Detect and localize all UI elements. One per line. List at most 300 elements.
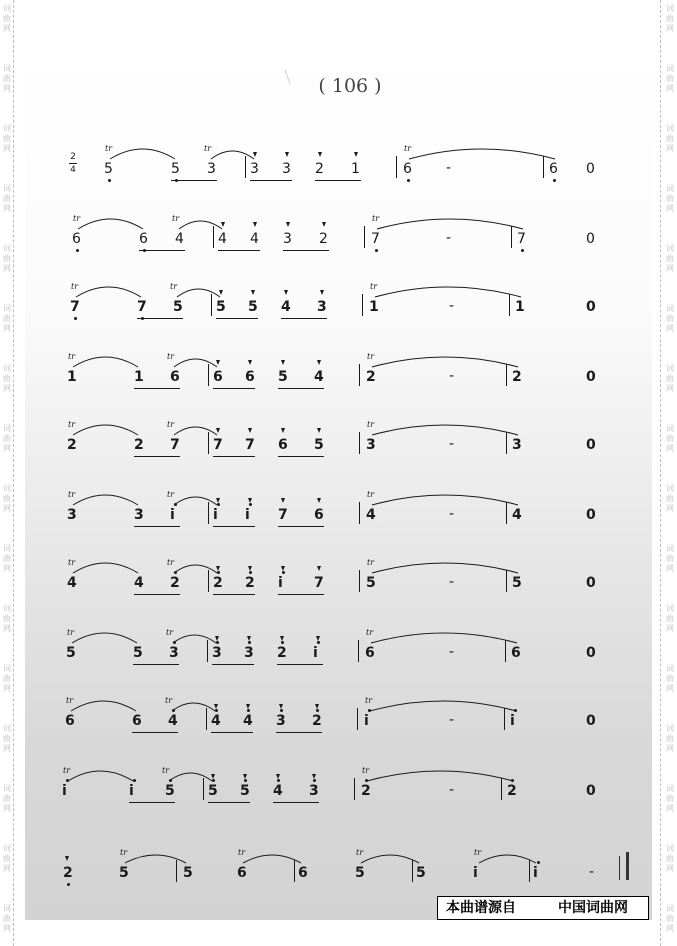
barline [359, 570, 360, 592]
note: 5 [208, 783, 218, 799]
watermark-char: 网 [3, 84, 11, 93]
note: 5 [278, 369, 288, 385]
trill-mark: tr [165, 696, 173, 705]
high-octave-dot [249, 503, 252, 506]
watermark-text [0, 844, 14, 874]
note: 2 [245, 575, 255, 591]
tie-slur [172, 702, 215, 712]
note: 5 [216, 299, 226, 315]
watermark-char: 网 [666, 924, 674, 933]
right-watermark-strip [657, 0, 675, 946]
watermark-text [663, 664, 675, 694]
note: 6 [245, 369, 255, 385]
staccato-mark [318, 152, 322, 157]
trill-mark: tr [474, 848, 482, 857]
barline [176, 860, 177, 882]
staccato-mark [286, 222, 290, 227]
staccato-mark [315, 704, 319, 709]
watermark-text [663, 124, 675, 154]
staccato-mark [317, 428, 321, 433]
note: 6 [170, 369, 180, 385]
staccato-mark [284, 290, 288, 295]
watermark-char: 词 [666, 724, 674, 733]
high-octave-dot [281, 641, 284, 644]
beam-line [278, 526, 324, 527]
barline [245, 156, 246, 178]
tie-slur [375, 286, 521, 298]
watermark-char: 网 [666, 504, 674, 513]
note: 4 [218, 231, 227, 247]
staccato-mark [248, 498, 252, 503]
note: 6 [139, 231, 148, 247]
watermark-text [0, 124, 14, 154]
note: 3 [282, 161, 291, 177]
watermark-char: 词 [666, 484, 674, 493]
tie-slur [372, 356, 518, 368]
trill-mark: tr [162, 766, 170, 775]
watermark-char: 网 [666, 264, 674, 273]
watermark-char: 曲 [3, 554, 11, 563]
note: i [473, 865, 478, 881]
note: 6 [511, 645, 521, 661]
note: 4 [314, 369, 324, 385]
watermark-char: 曲 [3, 674, 11, 683]
watermark-char: 曲 [3, 854, 11, 863]
high-octave-dot [316, 709, 319, 712]
watermark-char: 曲 [666, 614, 674, 623]
watermark-char: 词 [666, 184, 674, 193]
note: 6 [132, 713, 142, 729]
left-watermark-strip [0, 0, 18, 946]
high-octave-dot [537, 861, 540, 864]
note: 5 [104, 161, 113, 177]
tie-slur [177, 288, 220, 298]
note: 7 [517, 231, 526, 247]
trill-mark: tr [367, 420, 375, 429]
sustain-dash: - [449, 712, 455, 728]
note: 6 [278, 437, 288, 453]
beam-line [278, 456, 324, 457]
tie-slur [174, 426, 217, 436]
note: 7 [70, 299, 80, 315]
watermark-char: 曲 [3, 914, 11, 923]
tie-slur [370, 700, 516, 712]
staccato-mark [281, 428, 285, 433]
watermark-char: 词 [3, 604, 11, 613]
note: 4 [512, 507, 522, 523]
staccato-mark [322, 222, 326, 227]
high-octave-dot [313, 779, 316, 782]
watermark-text [663, 64, 675, 94]
note: 2 [512, 369, 522, 385]
staccato-mark [246, 704, 250, 709]
high-octave-dot [317, 641, 320, 644]
barline [506, 364, 507, 386]
watermark-text [663, 844, 675, 874]
barline [396, 156, 397, 178]
watermark-char: 词 [3, 184, 11, 193]
watermark-char: 网 [666, 24, 674, 33]
watermark-char: 曲 [666, 314, 674, 323]
source-label-left: 本曲谱源自 [446, 900, 516, 916]
barline [504, 708, 505, 730]
low-octave-dot [375, 249, 378, 252]
note: 4 [250, 231, 259, 247]
note: 4 [211, 713, 221, 729]
note: 3 [309, 783, 319, 799]
watermark-text [663, 184, 675, 214]
source-label-right: 中国词曲网 [558, 900, 628, 916]
note: 2 [63, 865, 73, 881]
staccato-mark [354, 152, 358, 157]
note: 7 [314, 575, 324, 591]
note: 6 [314, 507, 324, 523]
staccato-mark [248, 566, 252, 571]
barline [359, 432, 360, 454]
note: i [170, 507, 175, 523]
tie-slur [78, 218, 143, 230]
trill-mark: tr [370, 282, 378, 291]
note: 4 [168, 713, 178, 729]
barline [208, 364, 209, 386]
staccato-mark [317, 360, 321, 365]
watermark-char: 曲 [3, 254, 11, 263]
beam-line [315, 180, 361, 181]
note: 4 [134, 575, 144, 591]
note: 5 [240, 783, 250, 799]
note: 0 [586, 713, 596, 729]
watermark-text [663, 364, 675, 394]
low-octave-dot [74, 317, 77, 320]
tie-slur [169, 772, 212, 782]
staccato-mark [281, 566, 285, 571]
note: 5 [165, 783, 175, 799]
watermark-char: 曲 [666, 494, 674, 503]
note: 7 [213, 437, 223, 453]
staccato-mark [253, 222, 257, 227]
barline [506, 570, 507, 592]
trill-mark: tr [167, 420, 175, 429]
sustain-dash: - [449, 436, 455, 452]
note: i [213, 507, 218, 523]
beam-line [134, 456, 180, 457]
tie-slur [372, 424, 518, 436]
watermark-text [663, 304, 675, 334]
sustain-dash: - [449, 368, 455, 384]
sustain-dash: - [449, 574, 455, 590]
note: 3 [317, 299, 327, 315]
barline [543, 156, 544, 178]
note: 3 [212, 645, 222, 661]
watermark-char: 词 [3, 124, 11, 133]
barline [354, 778, 355, 800]
note: 4 [67, 575, 77, 591]
barline [362, 294, 363, 316]
barline [509, 294, 510, 316]
barline [294, 860, 295, 882]
staccato-mark [247, 636, 251, 641]
watermark-char: 词 [3, 844, 11, 853]
watermark-char: 网 [3, 564, 11, 573]
watermark-char: 词 [3, 304, 11, 313]
beam-line [216, 318, 258, 319]
note: 3 [366, 437, 376, 453]
trill-mark: tr [73, 214, 81, 223]
barline [357, 708, 358, 730]
beam-line [213, 456, 255, 457]
high-octave-dot [133, 779, 136, 782]
watermark-text [663, 724, 675, 754]
watermark-char: 网 [3, 24, 11, 33]
note: 3 [207, 161, 216, 177]
watermark-char: 词 [3, 244, 11, 253]
watermark-char: 曲 [3, 314, 11, 323]
watermark-char: 网 [3, 504, 11, 513]
barline [511, 226, 512, 248]
note: 7 [245, 437, 255, 453]
watermark-char: 曲 [666, 194, 674, 203]
watermark-text [0, 64, 14, 94]
watermark-char: 词 [3, 484, 11, 493]
beam-line [212, 664, 254, 665]
beam-line [213, 526, 255, 527]
watermark-char: 网 [666, 384, 674, 393]
watermark-char: 词 [3, 4, 11, 13]
barline [208, 502, 209, 524]
watermark-char: 网 [666, 744, 674, 753]
low-octave-dot [76, 249, 79, 252]
note: 3 [169, 645, 179, 661]
barline [501, 778, 502, 800]
tie-slur [76, 286, 141, 298]
trill-mark: tr [204, 144, 212, 153]
beam-line [134, 526, 180, 527]
watermark-char: 曲 [666, 554, 674, 563]
high-octave-dot [280, 709, 283, 712]
note: 2 [170, 575, 180, 591]
final-barline-thick [626, 852, 629, 880]
watermark-char: 词 [666, 124, 674, 133]
beam-line [133, 664, 179, 665]
note: 4 [281, 299, 291, 315]
beam-line [211, 732, 253, 733]
note: 6 [65, 713, 75, 729]
watermark-char: 词 [666, 244, 674, 253]
barline [208, 432, 209, 454]
watermark-text [0, 544, 14, 574]
staccato-mark [280, 636, 284, 641]
watermark-char: 曲 [666, 134, 674, 143]
note: 3 [244, 645, 254, 661]
tie-slur [73, 562, 138, 574]
sustain-dash: - [449, 298, 455, 314]
note: 1 [134, 369, 144, 385]
beam-line [276, 732, 322, 733]
note: 6 [403, 161, 412, 177]
high-octave-dot [217, 571, 220, 574]
note: 0 [586, 369, 596, 385]
trill-mark: tr [366, 628, 374, 637]
watermark-char: 词 [666, 4, 674, 13]
note: 4 [273, 783, 283, 799]
beam-line [273, 802, 319, 803]
note: 5 [119, 865, 129, 881]
trill-mark: tr [71, 282, 79, 291]
note: 1 [369, 299, 379, 315]
trill-mark: tr [68, 420, 76, 429]
trill-mark: tr [166, 628, 174, 637]
trill-mark: tr [167, 490, 175, 499]
watermark-char: 曲 [666, 674, 674, 683]
tie-slur [367, 770, 513, 782]
note: 2 [361, 783, 371, 799]
barline [206, 708, 207, 730]
watermark-char: 词 [666, 424, 674, 433]
beam-line [213, 388, 255, 389]
trill-mark: tr [362, 766, 370, 775]
beam-line [208, 802, 250, 803]
beam-line [277, 664, 323, 665]
staccato-mark [248, 360, 252, 365]
trill-mark: tr [63, 766, 71, 775]
note: 6 [213, 369, 223, 385]
watermark-char: 曲 [666, 254, 674, 263]
trill-mark: tr [172, 214, 180, 223]
watermark-char: 网 [666, 324, 674, 333]
trill-mark: tr [404, 144, 412, 153]
note: 5 [355, 865, 365, 881]
watermark-text [663, 604, 675, 634]
watermark-char: 词 [666, 664, 674, 673]
watermark-char: 网 [666, 804, 674, 813]
source-label [437, 896, 649, 920]
watermark-char: 词 [666, 784, 674, 793]
trill-mark: tr [356, 848, 364, 857]
note: 2 [213, 575, 223, 591]
watermark-text [0, 904, 14, 934]
note: 0 [586, 645, 596, 661]
watermark-char: 曲 [3, 134, 11, 143]
beam-line [139, 250, 185, 251]
note: 0 [586, 575, 596, 591]
note: 5 [133, 645, 143, 661]
note: 7 [278, 507, 288, 523]
barline [213, 226, 214, 248]
note: 3 [276, 713, 286, 729]
watermark-char: 网 [3, 144, 11, 153]
watermark-text [0, 424, 14, 454]
tie-slur [479, 854, 536, 864]
staccato-mark [243, 774, 247, 779]
watermark-char: 曲 [3, 734, 11, 743]
barline [358, 640, 359, 662]
note: 2 [134, 437, 144, 453]
watermark-text [663, 544, 675, 574]
note: 0 [586, 507, 596, 523]
beam-line [132, 732, 178, 733]
staccato-mark [317, 498, 321, 503]
note: 3 [512, 437, 522, 453]
watermark-char: 网 [666, 204, 674, 213]
watermark-char: 曲 [666, 74, 674, 83]
watermark-char: 网 [3, 684, 11, 693]
watermark-char: 词 [3, 424, 11, 433]
staccato-mark [276, 774, 280, 779]
trill-mark: tr [367, 490, 375, 499]
note: 7 [170, 437, 180, 453]
note: 2 [507, 783, 517, 799]
barline [364, 226, 365, 248]
beam-line [250, 180, 292, 181]
note: i [245, 507, 250, 523]
watermark-char: 网 [3, 744, 11, 753]
watermark-char: 网 [3, 444, 11, 453]
note: i [533, 865, 538, 881]
trill-mark: tr [105, 144, 113, 153]
barline [506, 432, 507, 454]
watermark-char: 曲 [666, 734, 674, 743]
barline [207, 640, 208, 662]
watermark-char: 网 [3, 804, 11, 813]
watermark-char: 词 [3, 64, 11, 73]
note: 6 [365, 645, 375, 661]
watermark-char: 曲 [3, 74, 11, 83]
low-octave-dot [407, 179, 410, 182]
beam-line [171, 180, 217, 181]
note: 6 [549, 161, 558, 177]
high-octave-dot [247, 709, 250, 712]
watermark-char: 网 [3, 924, 11, 933]
watermark-char: 曲 [3, 14, 11, 23]
score-page [25, 46, 652, 920]
staccato-mark [320, 290, 324, 295]
beam-line [281, 318, 327, 319]
watermark-char: 网 [666, 564, 674, 573]
beam-line [134, 388, 180, 389]
low-octave-dot [521, 249, 524, 252]
barline [359, 502, 360, 524]
low-octave-dot [108, 179, 111, 182]
watermark-char: 曲 [3, 494, 11, 503]
watermark-char: 词 [3, 784, 11, 793]
beam-line [283, 250, 329, 251]
watermark-char: 网 [3, 624, 11, 633]
beam-line [218, 250, 260, 251]
note: 0 [586, 161, 595, 177]
staccato-mark [281, 360, 285, 365]
trill-mark: tr [67, 628, 75, 637]
staccato-mark [279, 704, 283, 709]
watermark-char: 词 [666, 304, 674, 313]
note: 3 [67, 507, 77, 523]
note: i [62, 783, 67, 799]
note: 0 [586, 231, 595, 247]
note: 6 [298, 865, 308, 881]
watermark-text [0, 304, 14, 334]
high-octave-dot [277, 779, 280, 782]
note: 5 [416, 865, 426, 881]
final-barline-thin [619, 856, 620, 880]
watermark-char: 曲 [666, 374, 674, 383]
watermark-char: 词 [3, 724, 11, 733]
barline [208, 570, 209, 592]
tie-slur [361, 854, 419, 864]
tie-slur [73, 356, 138, 368]
watermark-char: 曲 [666, 914, 674, 923]
note: 5 [366, 575, 376, 591]
watermark-char: 网 [666, 444, 674, 453]
watermark-text [0, 184, 14, 214]
